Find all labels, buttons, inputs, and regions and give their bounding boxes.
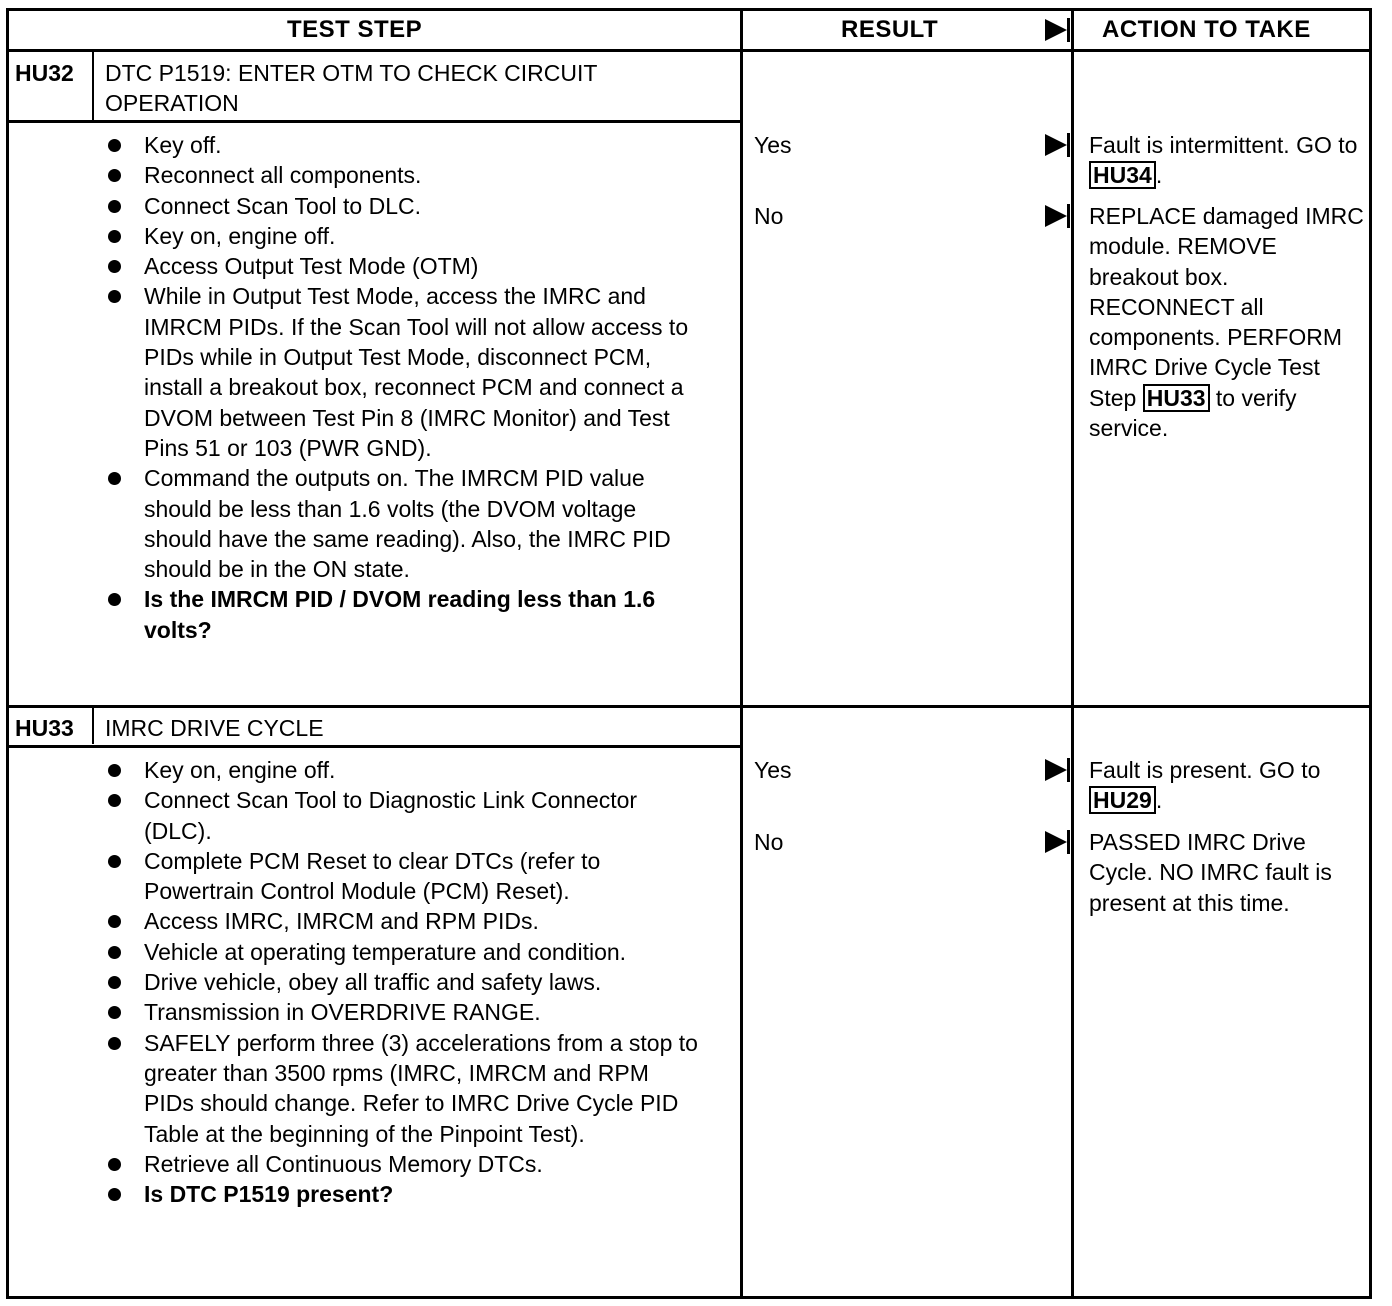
list-item: Key on, engine off. (102, 755, 702, 785)
header-arrow-bar-icon (1067, 18, 1070, 42)
column-divider-action (1071, 11, 1074, 1296)
result-no-hu33: No (754, 829, 784, 855)
list-item-question: Is the IMRCM PID / DVOM reading less than 1.6 volts? (102, 584, 702, 645)
header-arrow-icon (1045, 19, 1067, 41)
list-item: Reconnect all components. (102, 160, 702, 190)
list-item: Access IMRC, IMRCM and RPM PIDs. (102, 906, 702, 936)
list-item: While in Output Test Mode, access the IMRC and IMRCM PIDs. If the Scan Tool will not allow access to PIDs while in Output Test Mode, disconnect PCM, install a breakout box, reconnect PCM and connect a DVOM between Test Pin 8 (IMRC Monitor) and Test Pins 51 or 103 (PWR GND). (102, 281, 702, 463)
result-arrow-icon (1045, 831, 1067, 853)
list-item: Connect Scan Tool to DLC. (102, 191, 702, 221)
list-item: Command the outputs on. The IMRCM PID value should be less than 1.6 volts (the DVOM voltage should have the same reading). Also, the IMRC PID should be in the ON state. (102, 463, 702, 584)
header-action: ACTION TO TAKE (1102, 16, 1311, 43)
action-no-hu32: REPLACE damaged IMRC module. REMOVE breakout box. RECONNECT all components. PERFORM IMRC Drive Cycle Test Step HU33 to verify service. (1089, 203, 1364, 442)
list-item: Complete PCM Reset to clear DTCs (refer to Powertrain Control Module (PCM) Reset). (102, 846, 702, 907)
action-yes-hu33: Fault is present. GO to HU29 . (1089, 757, 1321, 814)
action-yes-hu32: Fault is intermittent. GO to HU34 . (1089, 132, 1358, 189)
diagnostic-table (6, 8, 1372, 1299)
row-divider (9, 705, 1369, 708)
column-divider-result (740, 11, 743, 1296)
step-id-divider (92, 52, 94, 122)
list-item: Key on, engine off. (102, 221, 702, 251)
result-arrow-icon (1045, 759, 1067, 781)
list-item: Vehicle at operating temperature and condition. (102, 937, 702, 967)
result-yes-hu32: Yes (754, 132, 792, 158)
result-arrow-bar-icon (1067, 830, 1070, 854)
header-result: RESULT (841, 16, 939, 43)
result-arrow-bar-icon (1067, 204, 1070, 228)
result-no-hu32: No (754, 203, 784, 229)
step-title-hu32: DTC P1519: ENTER OTM TO CHECK CIRCUIT OPERATION (105, 60, 598, 116)
list-item: Key off. (102, 130, 702, 160)
step-reference-hu33[interactable]: HU33 (1143, 384, 1210, 412)
list-item: Drive vehicle, obey all traffic and safety laws. (102, 967, 702, 997)
step-id-hu32: HU32 (15, 60, 74, 86)
action-no-hu33: PASSED IMRC Drive Cycle. NO IMRC fault is present at this time. (1089, 829, 1332, 916)
bullet-list-hu33 (102, 755, 702, 1209)
list-item: Connect Scan Tool to Diagnostic Link Connector (DLC). (102, 785, 702, 846)
step-title-divider (9, 745, 740, 748)
step-title-hu33: IMRC DRIVE CYCLE (105, 715, 324, 741)
step-reference-hu29[interactable]: HU29 (1089, 786, 1156, 814)
header-divider (9, 49, 1369, 52)
step-id-divider (92, 708, 94, 744)
bullet-list-hu32 (102, 130, 702, 645)
step-reference-hu34[interactable]: HU34 (1089, 161, 1156, 189)
list-item: Access Output Test Mode (OTM) (102, 251, 702, 281)
step-title-divider (9, 120, 740, 123)
step-id-hu33: HU33 (15, 715, 74, 741)
header-test-step: TEST STEP (287, 16, 423, 43)
result-arrow-icon (1045, 134, 1067, 156)
list-item-question: Is DTC P1519 present? (102, 1179, 702, 1209)
list-item: SAFELY perform three (3) accelerations from a stop to greater than 3500 rpms (IMRC, IMRCM and RPM PIDs should change. Refer to IMRC Drive Cycle PID Table at the beginning of the Pinpoint Test). (102, 1028, 702, 1149)
result-arrow-bar-icon (1067, 133, 1070, 157)
list-item: Retrieve all Continuous Memory DTCs. (102, 1149, 702, 1179)
result-arrow-bar-icon (1067, 758, 1070, 782)
list-item: Transmission in OVERDRIVE RANGE. (102, 997, 702, 1027)
result-yes-hu33: Yes (754, 757, 792, 783)
result-arrow-icon (1045, 205, 1067, 227)
